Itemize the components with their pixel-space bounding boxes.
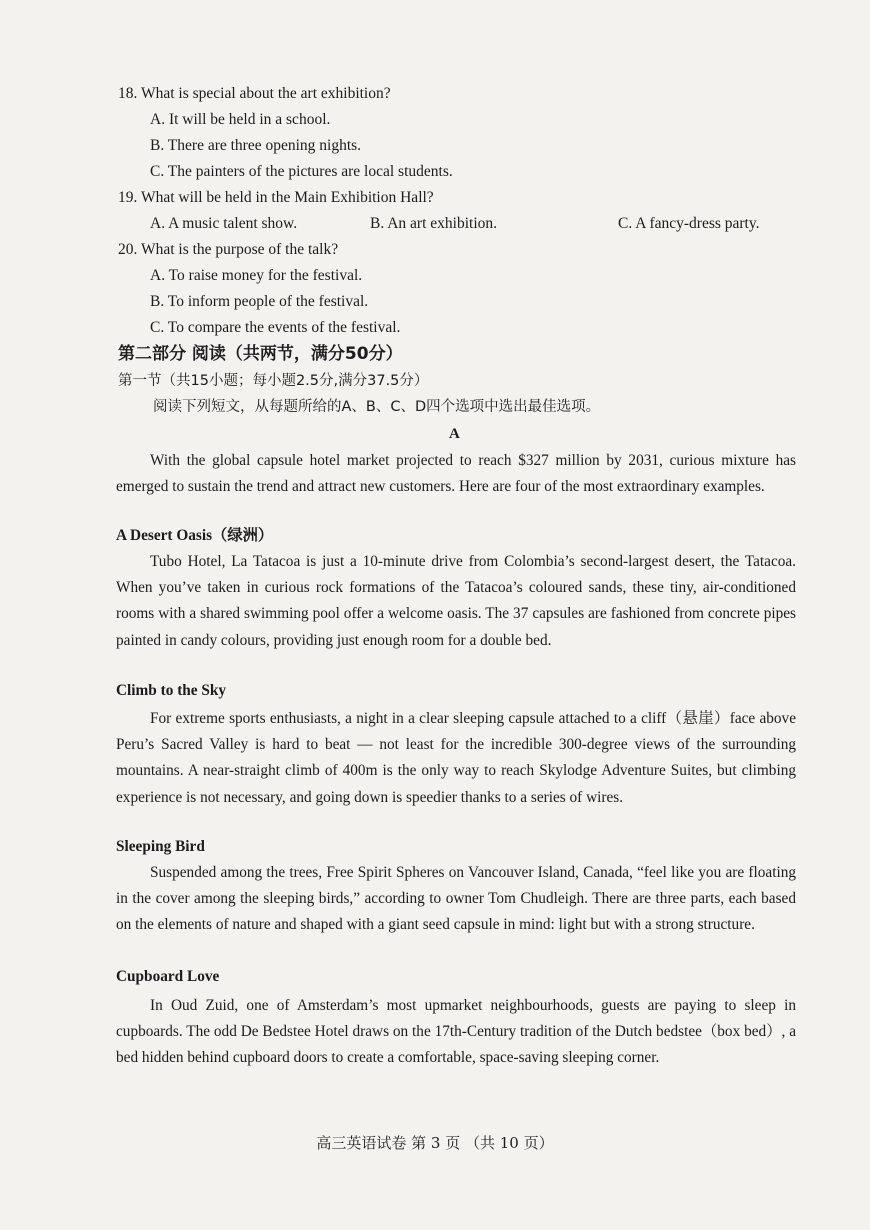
question-20-stem: 20. What is the purpose of the talk? (118, 241, 339, 258)
question-20-option-c: C. To compare the events of the festival. (150, 319, 401, 336)
part-heading-cupboard-love: Cupboard Love (116, 968, 220, 985)
section-subtitle: 第一节（共15小题；每小题2.5分,满分37.5分） (118, 373, 429, 389)
part-heading-sleeping-bird: Sleeping Bird (116, 838, 205, 855)
question-19-option-a: A. A music talent show. (150, 215, 298, 232)
question-19-option-b: B. An art exhibition. (370, 215, 498, 232)
question-18-stem: 18. What is special about the art exhibition? (118, 85, 391, 102)
question-18-option-b: B. There are three opening nights. (150, 137, 362, 154)
page-footer: 高三英语试卷 第 3 页 （共 10 页） (316, 1134, 554, 1152)
section-title: 第二部分 阅读（共两节，满分50分） (118, 344, 403, 364)
part-heading-climb-to-the-sky: Climb to the Sky (116, 682, 227, 699)
section-instruction: 阅读下列短文，从每题所给的A、B、C、D四个选项中选出最佳选项。 (153, 399, 601, 415)
question-20-option-b: B. To inform people of the festival. (150, 293, 369, 310)
question-19-option-c: C. A fancy-dress party. (618, 215, 760, 232)
question-19-stem: 19. What will be held in the Main Exhibition Hall? (118, 189, 434, 206)
part-body-desert-oasis: Tubo Hotel, La Tatacoa is just a 10-minute drive from Colombia’s second-largest desert, the Tatacoa. When you’ve taken in curious rock formations of the Tatacoa’s coloured sands, these tiny, air-conditioned rooms with a shared swimming pool offer a welcome oasis. The 37 capsules are fashioned from concrete pipes painted in candy colours, providing just enough room for a double bed. (116, 553, 796, 649)
question-18-option-c: C. The painters of the pictures are local students. (150, 163, 453, 180)
part-body-climb-to-the-sky: For extreme sports enthusiasts, a night in a clear sleeping capsule attached to a cliff（悬崖）face above Peru’s Sacred Valley is hard to beat — not least for the incredible 300-degree views of the surrounding mountains. A near-straight climb of 400m is the only way to reach Skylodge Adventure Suites, but climbing experience is not necessary, and going down is speedier thanks to a series of wires. (116, 710, 796, 806)
part-heading-desert-oasis: A Desert Oasis（绿洲） (116, 527, 274, 544)
question-18-option-a: A. It will be held in a school. (150, 111, 331, 128)
part-body-sleeping-bird: Suspended among the trees, Free Spirit Spheres on Vancouver Island, Canada, “feel like you are floating in the cover among the sleeping birds,” according to owner Tom Chudleigh. There are three parts, each based on the elements of nature and shaped with a giant seed capsule in mind: light but with a strong structure. (116, 864, 796, 934)
passage-label: A (449, 426, 460, 442)
question-20-option-a: A. To raise money for the festival. (150, 267, 363, 284)
part-body-cupboard-love: In Oud Zuid, one of Amsterdam’s most upmarket neighbourhoods, guests are paying to sleep in cupboards. The odd De Bedstee Hotel draws on the 17th-Century tradition of the Dutch bedstee（box bed）, a bed hidden behind cupboard doors to create a comfortable, space-saving sleeping corner. (116, 997, 796, 1067)
passage-intro: With the global capsule hotel market projected to reach $327 million by 2031, curious mixture has emerged to sustain the trend and attract new customers. Here are four of the most extraordinary examples. (116, 452, 796, 496)
